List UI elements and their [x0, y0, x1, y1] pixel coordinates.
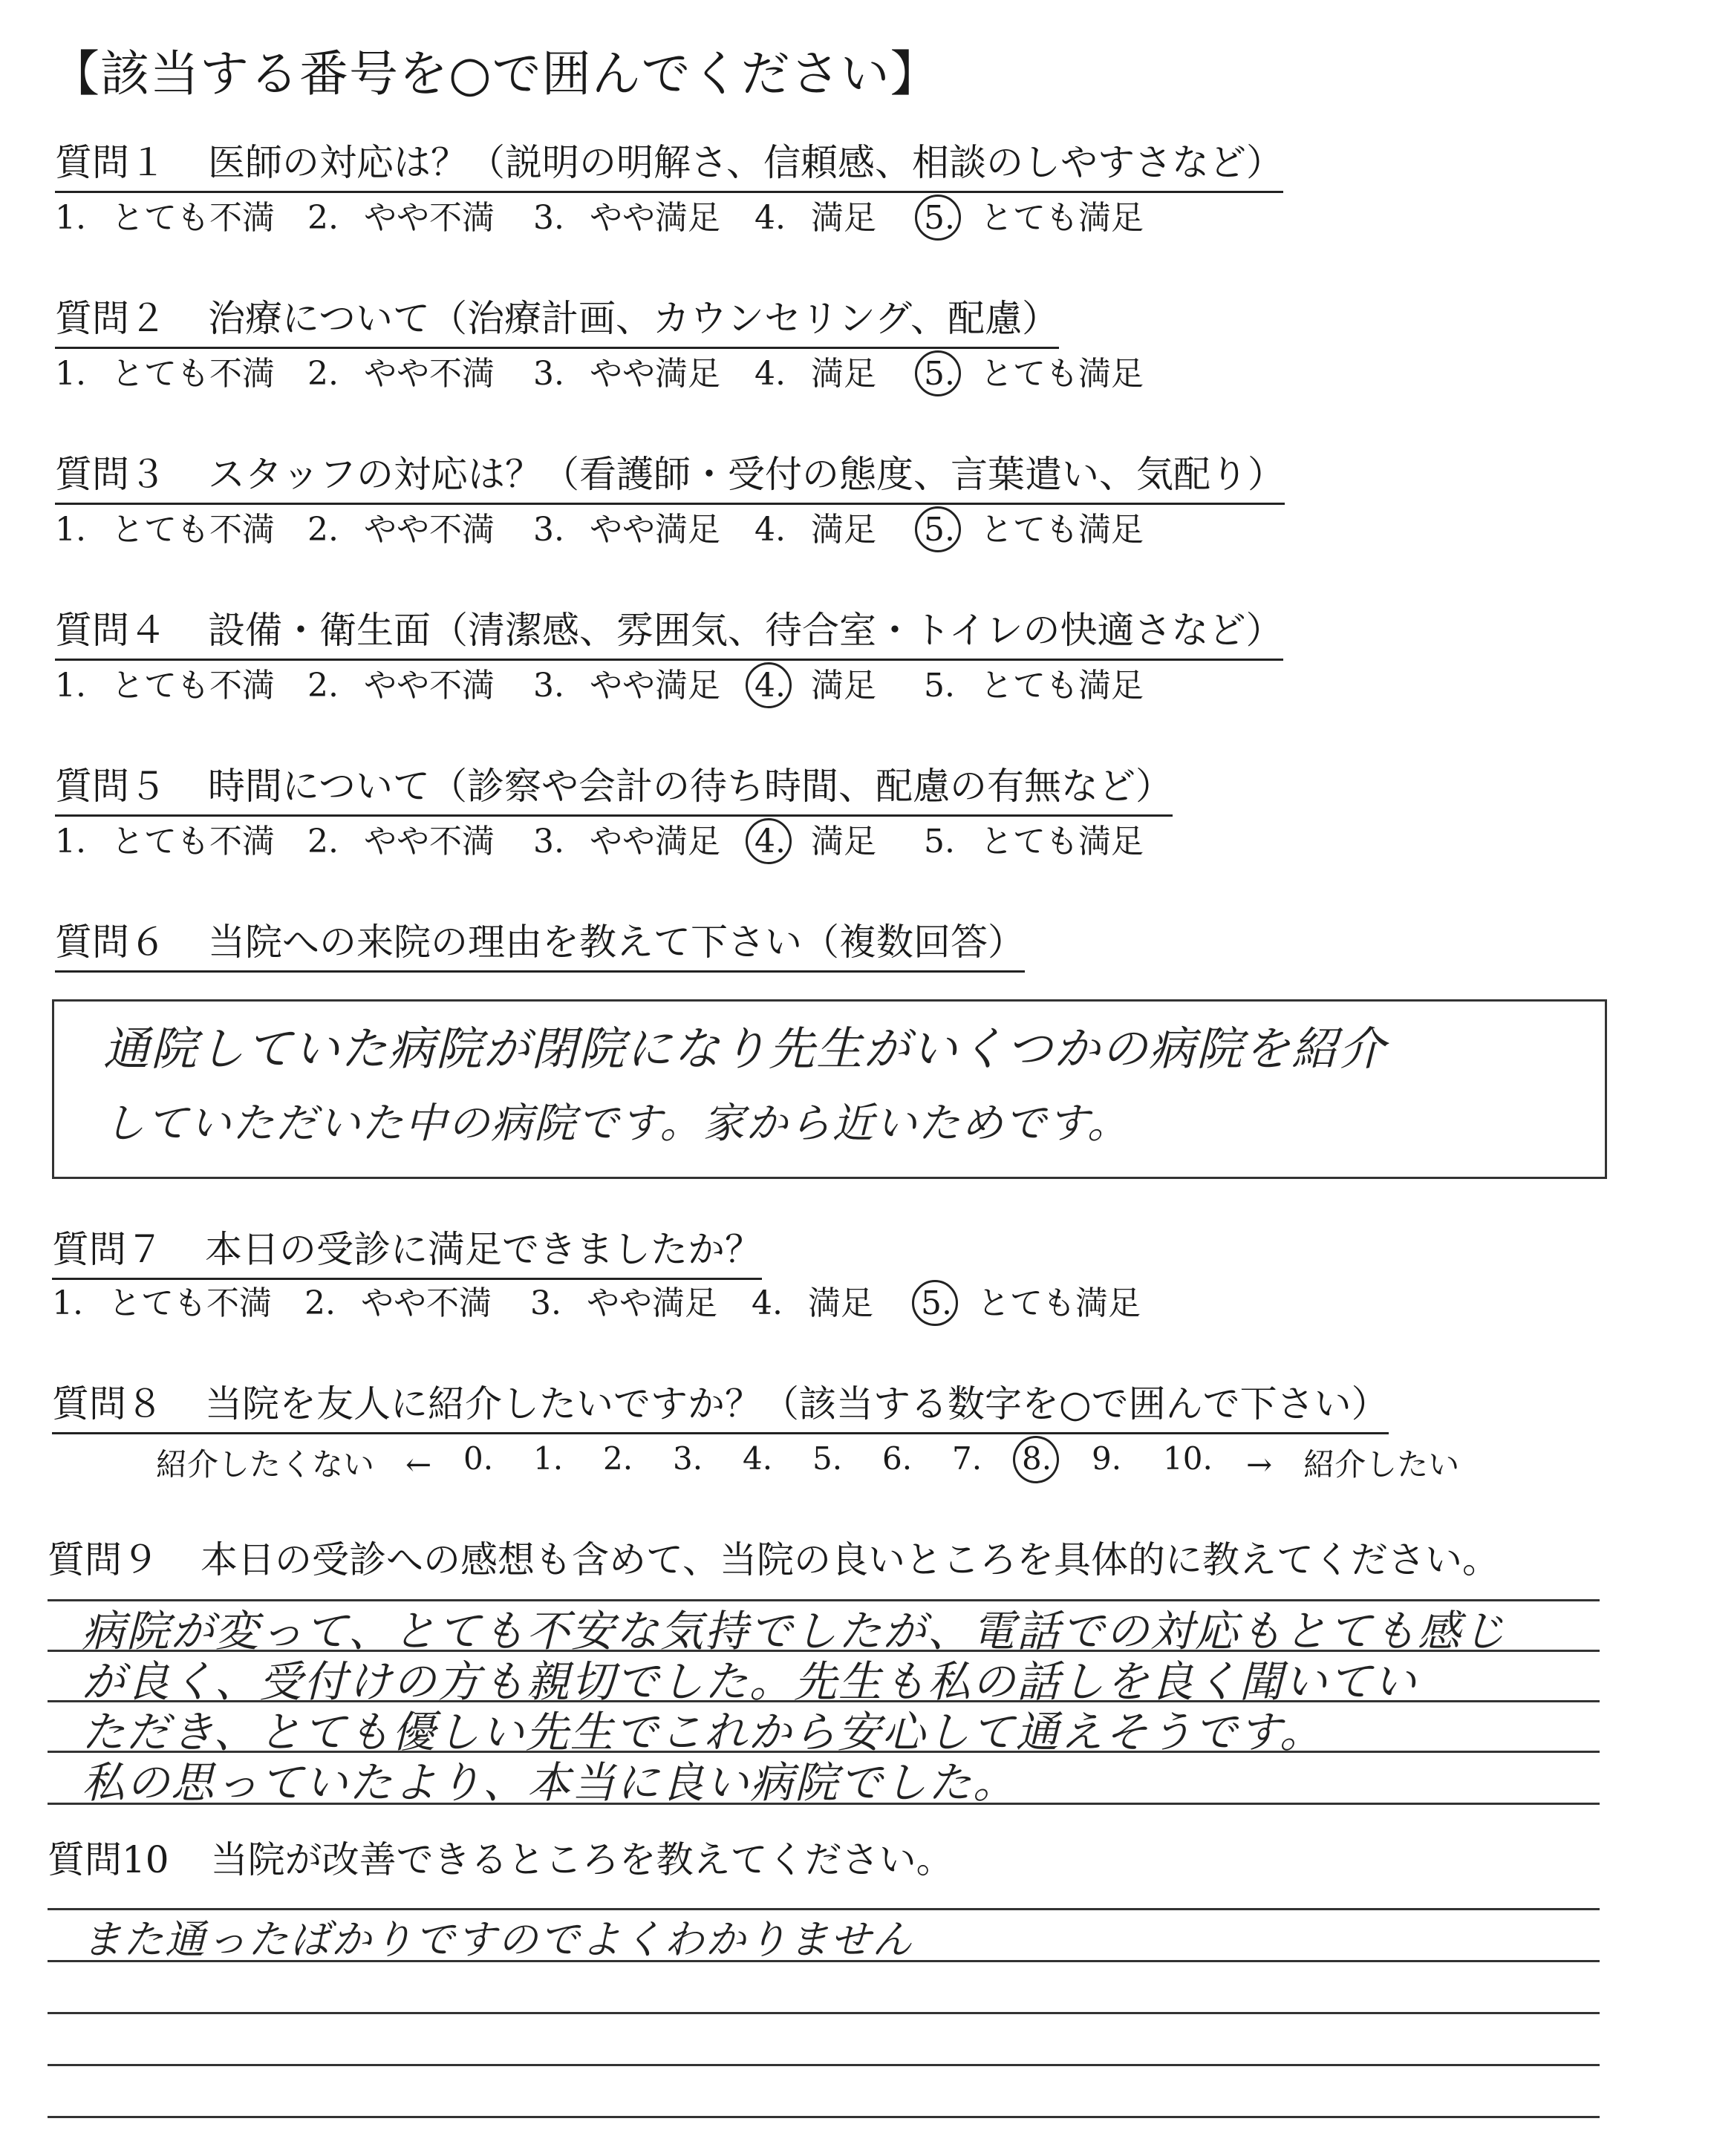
question-9-heading	[48, 1537, 1499, 1588]
question-9-text: 本日の受診への感想も含めて、当院の良いところを具体的に教えてください。	[201, 1538, 1499, 1581]
option-label: とても不満	[111, 355, 275, 393]
answer-rule	[48, 2012, 1600, 2014]
scale-value-5[interactable]: 5.	[812, 1440, 843, 1477]
option-1[interactable]	[55, 199, 275, 238]
scale-value-7[interactable]: 7.	[952, 1440, 982, 1477]
option-4[interactable]	[755, 823, 876, 862]
option-number: 5.	[924, 823, 955, 860]
question-5-number: 質問５	[55, 765, 166, 808]
question-9-answer-line-2: が良く、受付けの方も親切でした。先生も私の話しを良く聞いてい	[82, 1656, 1418, 1707]
option-label: 満足	[810, 355, 876, 393]
question-6-heading	[55, 919, 1025, 973]
option-5[interactable]	[924, 511, 1144, 550]
option-label: とても不満	[111, 667, 275, 705]
option-4[interactable]	[755, 199, 876, 238]
option-number: 2.	[307, 511, 339, 549]
option-label: やや満足	[589, 667, 720, 705]
question-10-heading	[48, 1837, 954, 1888]
question-9-answer-line-1: 病院が変って、とても不安な気持でしたが、電話での対応もとても感じ	[82, 1606, 1507, 1656]
option-label: やや不満	[360, 1284, 492, 1322]
option-5[interactable]	[924, 199, 1144, 238]
option-number: 2.	[304, 1284, 336, 1322]
question-4-text: 設備・衛生面（清潔感、雰囲気、待合室・トイレの快適さなど）	[208, 609, 1283, 652]
option-label: 満足	[807, 1284, 873, 1322]
option-number: 2.	[307, 823, 339, 860]
option-label: とても満足	[980, 199, 1144, 237]
option-label: やや満足	[586, 1284, 717, 1322]
scale-value-8[interactable]: 8.	[1022, 1440, 1052, 1477]
option-3[interactable]	[533, 823, 720, 862]
option-label: やや不満	[363, 823, 495, 860]
option-label: 満足	[810, 199, 876, 237]
question-6-number: 質問６	[55, 921, 166, 964]
scale-value-10[interactable]: 10.	[1163, 1440, 1213, 1477]
scale-value-4[interactable]: 4.	[743, 1440, 773, 1477]
question-8-number: 質問８	[52, 1382, 163, 1425]
scale-value-6[interactable]: 6.	[882, 1440, 913, 1477]
option-1[interactable]	[55, 823, 275, 862]
question-4-number: 質問４	[55, 609, 166, 652]
option-label: とても満足	[980, 823, 1144, 860]
option-number: 4.	[755, 199, 786, 237]
scale-value-2[interactable]: 2.	[603, 1440, 633, 1477]
question-10-answer-line-1: また通ったばかりですのでよくわかりません	[82, 1916, 913, 1963]
question-1-number: 質問１	[55, 141, 166, 184]
option-number: 1.	[55, 823, 86, 860]
question-3-options	[55, 511, 1169, 555]
option-number: 3.	[533, 199, 564, 237]
option-number: 3.	[533, 823, 564, 860]
option-label: やや満足	[589, 511, 720, 549]
option-2[interactable]	[307, 823, 495, 862]
option-label: やや満足	[589, 823, 720, 860]
question-2-options	[55, 355, 1169, 399]
question-5-options	[55, 823, 1169, 867]
question-2-text: 治療について（治療計画、カウンセリング、配慮）	[208, 297, 1059, 340]
option-number: 1.	[55, 667, 86, 705]
option-number: 1.	[52, 1284, 83, 1322]
answer-rule	[48, 2064, 1600, 2066]
option-3[interactable]	[533, 355, 720, 394]
option-1[interactable]	[55, 667, 275, 706]
question-5-text: 時間について（診察や会計の待ち時間、配慮の有無など）	[208, 765, 1173, 808]
question-8-heading	[52, 1381, 1389, 1434]
question-10-number: 質問10	[48, 1838, 169, 1881]
option-number: 2.	[307, 199, 339, 237]
question-7-number: 質問７	[52, 1228, 163, 1271]
option-label: 満足	[810, 667, 876, 705]
option-number: 1.	[55, 199, 86, 237]
option-number: 3.	[533, 355, 564, 393]
option-number: 3.	[533, 667, 564, 705]
option-number: 3.	[533, 511, 564, 549]
option-label: やや不満	[363, 511, 495, 549]
scale-value-0[interactable]: 0.	[463, 1440, 494, 1477]
option-1[interactable]	[55, 511, 275, 550]
page-title: 【該当する番号を○で囲んでください】	[50, 45, 940, 102]
scale-value-3[interactable]: 3.	[673, 1440, 703, 1477]
option-4[interactable]	[755, 355, 876, 394]
question-1-options	[55, 199, 1169, 244]
option-label: とても満足	[980, 355, 1144, 393]
question-8-text: 当院を友人に紹介したいですか？（該当する数字を○で囲んで下さい）	[205, 1382, 1389, 1425]
answer-rule	[48, 2116, 1600, 2118]
question-8-scale	[0, 1440, 1711, 1485]
question-5-heading	[55, 763, 1173, 817]
option-number: 4.	[755, 667, 786, 705]
option-number: 4.	[752, 1284, 783, 1322]
option-label: やや不満	[363, 199, 495, 237]
question-1-text: 医師の対応は？（説明の明解さ、信頼感、相談のしやすさなど）	[208, 141, 1283, 184]
option-5[interactable]	[924, 667, 1144, 706]
question-6-answer-box[interactable]	[52, 999, 1607, 1179]
option-3[interactable]	[530, 1284, 717, 1324]
option-3[interactable]	[533, 667, 720, 706]
question-6-answer-line-1: 通院していた病院が閉院になり先生がいくつかの病院を紹介	[103, 1022, 1387, 1076]
option-number: 3.	[530, 1284, 561, 1322]
option-5[interactable]	[921, 1284, 1141, 1324]
option-number: 5.	[924, 511, 955, 549]
question-2-heading	[55, 295, 1059, 349]
option-number: 5.	[921, 1284, 952, 1322]
option-4[interactable]	[755, 511, 876, 550]
option-label: 満足	[810, 823, 876, 860]
scale-right-label: → 紹介したい	[1246, 1446, 1460, 1483]
option-number: 5.	[924, 199, 955, 237]
option-number: 2.	[307, 355, 339, 393]
scale-value-9[interactable]: 9.	[1092, 1440, 1122, 1477]
option-2[interactable]	[307, 199, 495, 238]
option-5[interactable]	[924, 355, 1144, 394]
question-3-heading	[55, 451, 1285, 505]
question-4-heading	[55, 607, 1283, 661]
question-6-text: 当院への来院の理由を教えて下さい（複数回答）	[208, 921, 1025, 964]
question-3-number: 質問３	[55, 453, 166, 496]
question-9-answer-line-4: 私の思っていたより、本当に良い病院でした。	[82, 1757, 1018, 1808]
option-3[interactable]	[533, 511, 720, 550]
question-7-text: 本日の受診に満足できましたか？	[205, 1228, 762, 1271]
option-label: やや不満	[363, 355, 495, 393]
option-1[interactable]	[52, 1284, 272, 1324]
option-number: 5.	[924, 667, 955, 705]
option-number: 4.	[755, 511, 786, 549]
option-label: とても満足	[980, 511, 1144, 549]
question-7-heading	[52, 1226, 762, 1280]
option-5[interactable]	[924, 823, 1144, 862]
option-3[interactable]	[533, 199, 720, 238]
option-label: とても満足	[980, 667, 1144, 705]
option-2[interactable]	[307, 355, 495, 394]
question-9-number: 質問９	[48, 1538, 159, 1581]
question-10-text: 当院が改善できるところを教えてください。	[210, 1838, 954, 1881]
question-7-options	[52, 1284, 1166, 1329]
question-2-number: 質問２	[55, 297, 166, 340]
option-2[interactable]	[307, 667, 495, 706]
option-2[interactable]	[307, 511, 495, 550]
option-4[interactable]	[755, 667, 876, 706]
option-number: 2.	[307, 667, 339, 705]
option-number: 1.	[55, 355, 86, 393]
option-number: 5.	[924, 355, 955, 393]
question-3-text: スタッフの対応は？（看護師・受付の態度、言葉遣い、気配り）	[208, 453, 1285, 496]
question-9-answer-line-3: ただき、とても優しい先生でこれから安心して通えそうです。	[82, 1707, 1325, 1757]
option-2[interactable]	[304, 1284, 492, 1324]
option-label: とても不満	[111, 511, 275, 549]
option-label: やや満足	[589, 355, 720, 393]
question-4-options	[55, 667, 1169, 711]
option-label: とても不満	[111, 199, 275, 237]
option-label: とても満足	[977, 1284, 1141, 1322]
option-1[interactable]	[55, 355, 275, 394]
question-1-heading	[55, 140, 1283, 193]
scale-value-1[interactable]: 1.	[533, 1440, 564, 1477]
option-label: 満足	[810, 511, 876, 549]
option-label: とても不満	[111, 823, 275, 860]
option-4[interactable]	[752, 1284, 873, 1324]
option-label: やや不満	[363, 667, 495, 705]
option-label: とても不満	[108, 1284, 272, 1322]
question-6-answer-line-2: していただいた中の病院です。家から近いためです。	[103, 1100, 1131, 1148]
option-label: やや満足	[589, 199, 720, 237]
option-number: 4.	[755, 355, 786, 393]
option-number: 4.	[755, 823, 786, 860]
scale-left-label: 紹介したくない ←	[156, 1446, 432, 1483]
option-number: 1.	[55, 511, 86, 549]
